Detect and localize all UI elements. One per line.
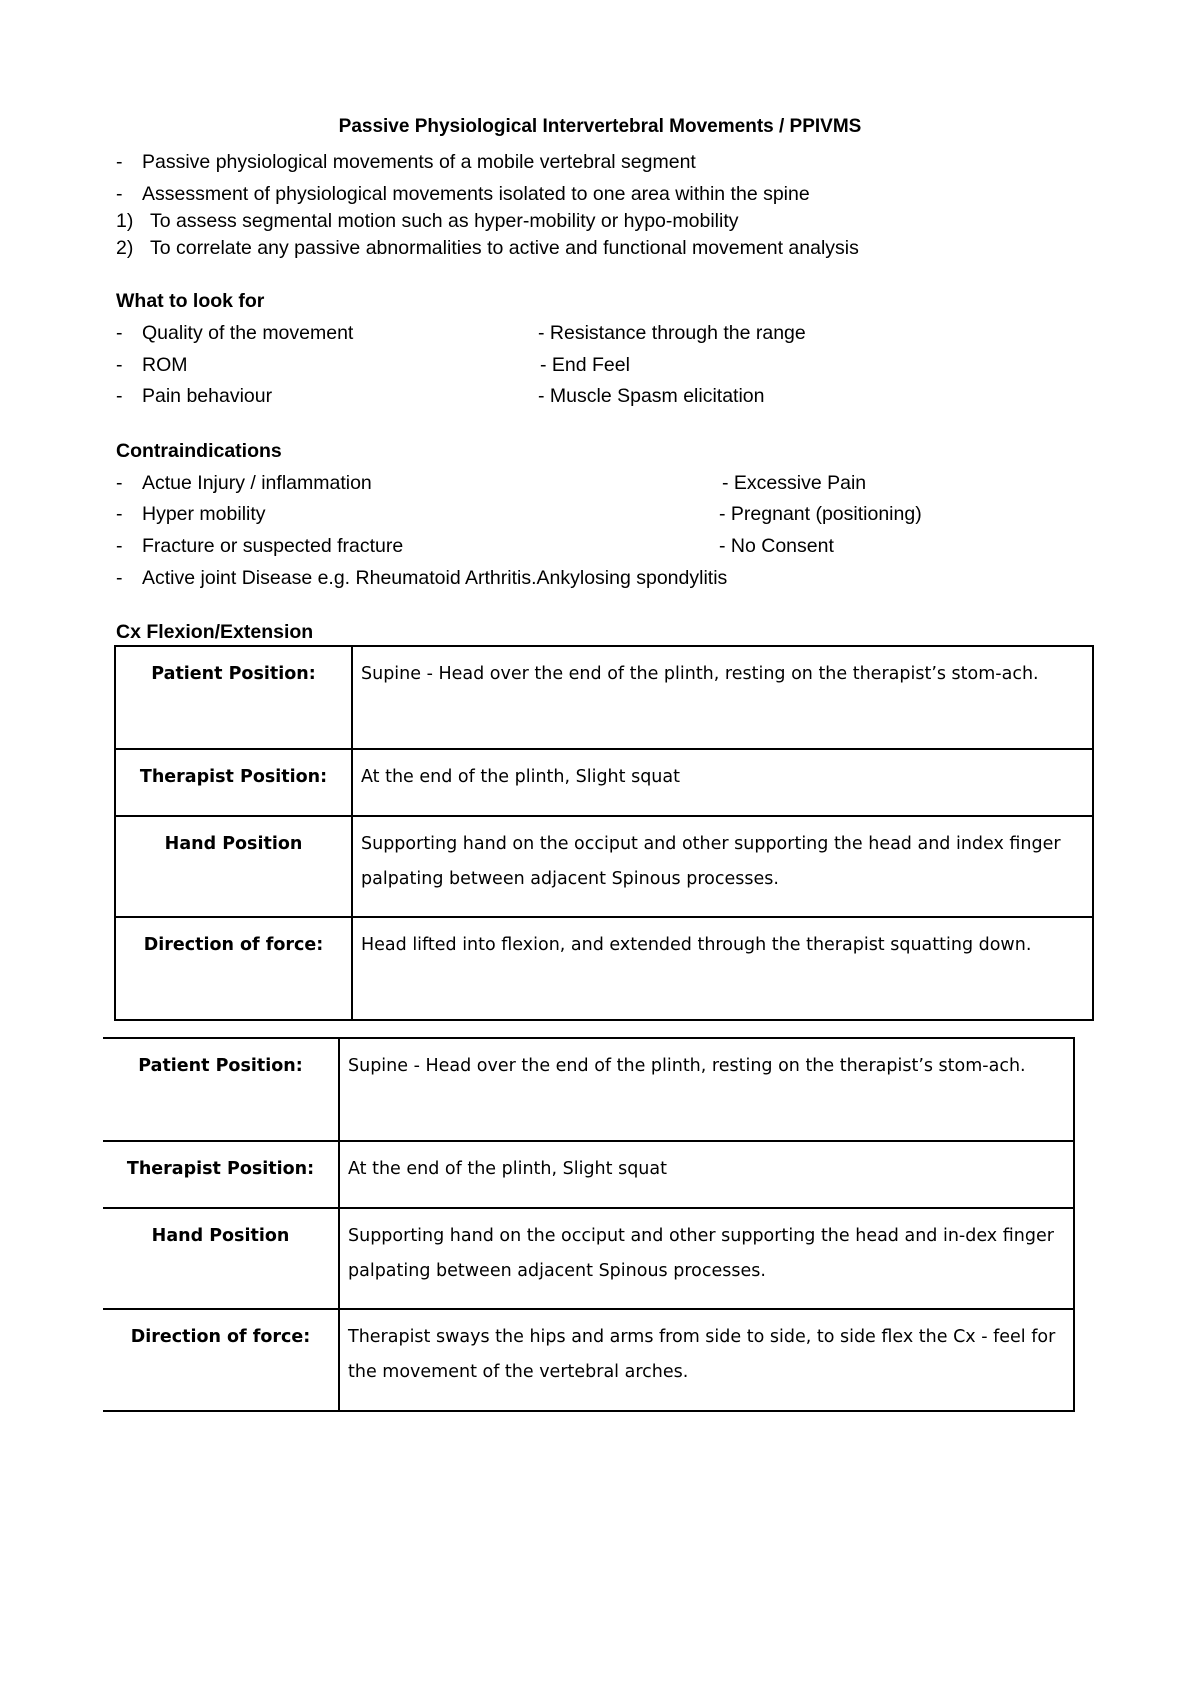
row-label: Therapist Position: [103, 1141, 339, 1208]
section-heading-contraindications: Contraindications [116, 440, 282, 462]
item-number: 2) [116, 237, 134, 259]
look-for-text: ROM [142, 354, 188, 376]
row-value: Head lifted into flexion, and extended through the therapist squatting down. [352, 917, 1093, 1020]
item-number: 1) [116, 210, 134, 232]
contraindication-item [116, 471, 372, 495]
numbered-item [116, 236, 859, 260]
contraindication-item-right: - Pregnant (positioning) [719, 503, 922, 525]
table-row [103, 1208, 1074, 1309]
look-for-text: Quality of the movement [142, 322, 354, 344]
dash-bullet: - [116, 472, 123, 494]
numbered-item [116, 209, 739, 233]
bullet-text: Passive physiological movements of a mobile vertebral segment [142, 151, 696, 173]
row-value: Therapist sways the hips and arms from side to side, to side flex the Cx - feel for the movement of the vertebral arches. [339, 1309, 1074, 1411]
contraindication-item-right: - Excessive Pain [722, 472, 867, 494]
row-value: Supporting hand on the occiput and other supporting the head and in-dex finger palpating between adjacent Spinous processes. [339, 1208, 1074, 1309]
row-label: Direction of force: [115, 917, 352, 1020]
dash-bullet: - [116, 322, 123, 344]
row-value: Supporting hand on the occiput and other supporting the head and index finger palpating between adjacent Spinous processes. [352, 816, 1093, 917]
table-row [115, 816, 1093, 917]
look-for-item [116, 384, 272, 408]
dash-bullet: - [116, 503, 123, 525]
dash-bullet: - [116, 567, 123, 589]
intro-bullet [116, 150, 696, 174]
table-row [103, 1038, 1074, 1141]
section-heading-what-to-look-for: What to look for [116, 290, 265, 312]
look-for-item-right: - Muscle Spasm elicitation [538, 385, 765, 407]
table-row [115, 749, 1093, 816]
section-heading-cx-flexion-extension: Cx Flexion/Extension [116, 621, 314, 643]
dash-bullet: - [116, 151, 123, 173]
row-label: Therapist Position: [115, 749, 352, 816]
row-value: Supine - Head over the end of the plinth, resting on the therapist’s stom-ach. [339, 1038, 1074, 1141]
row-label: Patient Position: [103, 1038, 339, 1141]
page-title: Passive Physiological Intervertebral Movements / PPIVMS [338, 116, 862, 137]
table-row [115, 917, 1093, 1020]
look-for-item [116, 321, 353, 345]
contraindication-text: Fracture or suspected fracture [142, 535, 404, 557]
row-label: Patient Position: [115, 646, 352, 749]
contraindication-item [116, 502, 266, 526]
contraindication-text: Actue Injury / inflammation [142, 472, 372, 494]
table-row [103, 1141, 1074, 1208]
look-for-text: Pain behaviour [142, 385, 273, 407]
contraindication-text: Active joint Disease e.g. Rheumatoid Arthritis.Ankylosing spondylitis [142, 567, 728, 589]
dash-bullet: - [116, 354, 123, 376]
row-value: At the end of the plinth, Slight squat [352, 749, 1093, 816]
contraindication-item-right: - No Consent [719, 535, 834, 557]
table-row [103, 1309, 1074, 1411]
dash-bullet: - [116, 385, 123, 407]
look-for-item-right: - Resistance through the range [538, 322, 806, 344]
row-value: At the end of the plinth, Slight squat [339, 1141, 1074, 1208]
intro-bullet [116, 182, 810, 206]
contraindication-text: Hyper mobility [142, 503, 266, 525]
bullet-text: Assessment of physiological movements isolated to one area within the spine [142, 183, 810, 205]
contraindication-item [116, 566, 727, 590]
contraindication-item [116, 534, 403, 558]
look-for-item [116, 353, 188, 377]
row-label: Hand Position [103, 1208, 339, 1309]
look-for-item-right: - End Feel [540, 354, 630, 376]
item-text: To correlate any passive abnormalities to active and functional movement analysis [150, 237, 859, 259]
cx-flexion-extension-table [114, 645, 1094, 1021]
row-label: Direction of force: [103, 1309, 339, 1411]
row-label: Hand Position [115, 816, 352, 917]
cx-side-flexion-table [103, 1037, 1075, 1412]
row-value: Supine - Head over the end of the plinth, resting on the therapist’s stom-ach. [352, 646, 1093, 749]
dash-bullet: - [116, 535, 123, 557]
dash-bullet: - [116, 183, 123, 205]
table-row [115, 646, 1093, 749]
item-text: To assess segmental motion such as hyper-mobility or hypo-mobility [150, 210, 739, 232]
